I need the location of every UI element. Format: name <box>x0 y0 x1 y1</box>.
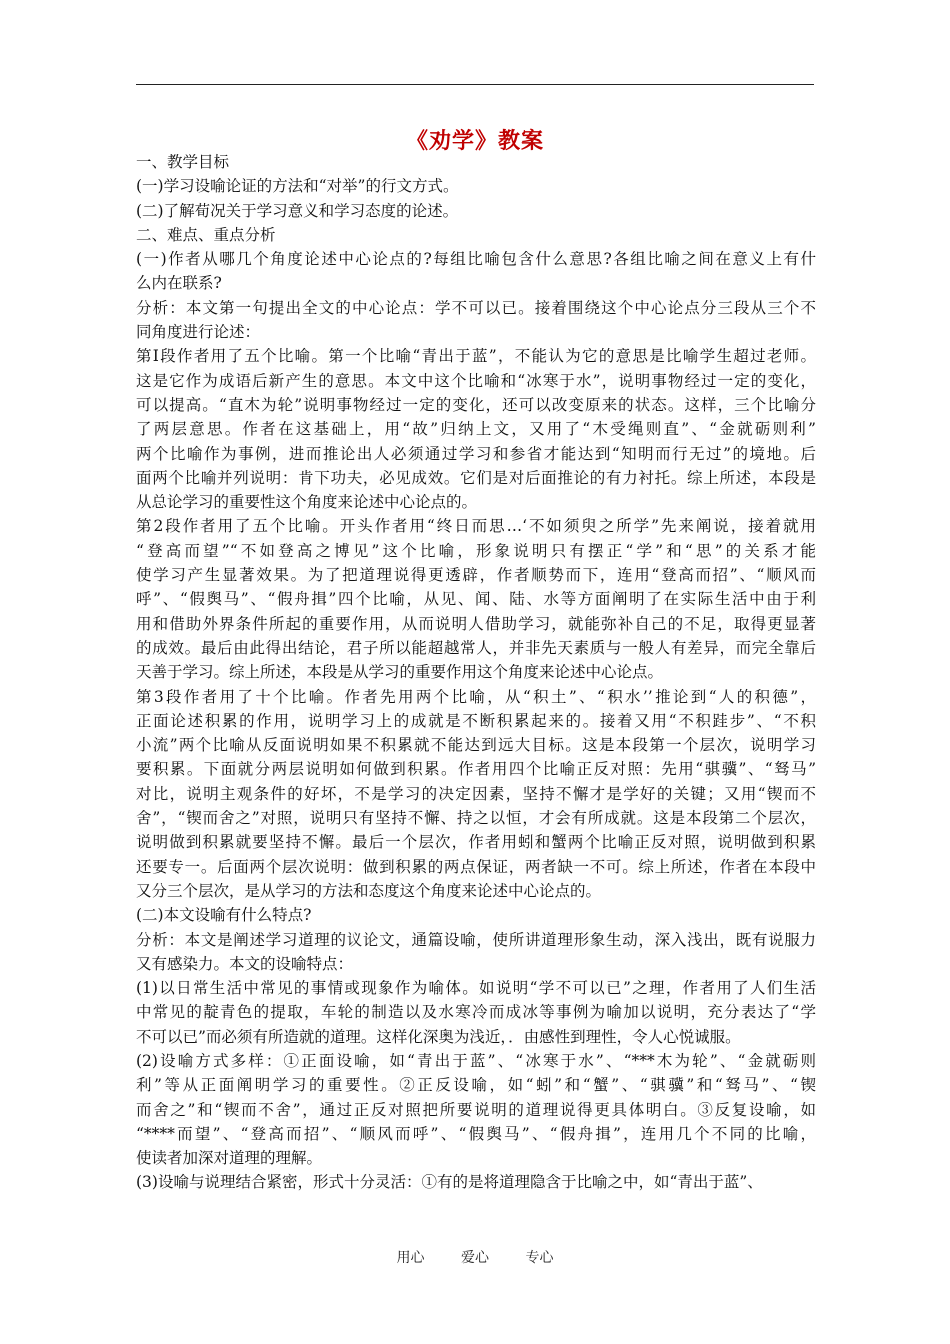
text-line: 么内在联系? <box>136 274 222 293</box>
text-line: (二)了解荀况关于学习意义和学习态度的论述。 <box>136 201 459 220</box>
text-line: 天善于学习。综上所述，本段是从学习的重要作用这个角度来论述中心论点。 <box>136 663 664 682</box>
text-line: 了两层意思。作者在这基础上，用“故”归纳上文，又用了“木受绳则直”、“金就砺则利” <box>136 420 816 439</box>
footer-word-3: 专心 <box>525 1250 554 1266</box>
header-rule <box>136 84 814 85</box>
text-line: (一)学习设喻论证的方法和“对举”的行文方式。 <box>136 177 459 196</box>
text-line: 从总论学习的重要性这个角度来论述中心论点的。 <box>136 493 478 512</box>
text-line: 又分三个层次，是从学习的方法和态度这个角度来论述中心论点的。 <box>136 881 602 900</box>
text-line: 小流”两个比喻从反面说明如果不积累就不能达到远大目标。这是本段第一个层次，说明学习 <box>136 736 816 755</box>
text-line: “****而望”、“登高而招”、“顺风而呼”、“假舆马”、“假舟揖”，连用几个不同的比喻， <box>136 1124 816 1143</box>
text-line: 第Ⅰ段作者用了五个比喻。第一个比喻“青出于蓝”，不能认为它的意思是比喻学生超过老师。 <box>136 347 816 366</box>
text-line: 第2段作者用了五个比喻。开头作者用“终日而思…‘不如须臾之所学”先来阐说，接着就用 <box>136 517 816 536</box>
text-line: 分析：本文是阐述学习道理的议论文，通篇设喻，使所讲道理形象生动，深入浅出，既有说服力 <box>136 930 816 949</box>
document-title: 《劝学》教案 <box>405 128 544 154</box>
text-line: 第3段作者用了十个比喻。作者先用两个比喻，从“积土”、“积水’’推论到“人的积德”， <box>136 687 816 706</box>
document-body <box>136 150 816 1195</box>
text-line: 使读者加深对道理的理解。 <box>136 1149 323 1168</box>
text-line: 二、难点、重点分析 <box>136 225 276 244</box>
text-line: 面两个比喻并列说明：肯下功夫，必见成效。它们是对后面推论的有力衬托。综上所述，本段是 <box>136 468 816 487</box>
text-line: 呼”、“假舆马”、“假舟揖”四个比喻，从见、闻、陆、水等方面阐明了在实际生活中由于利 <box>136 590 816 609</box>
text-line: 舍”，“锲而舍之”对照，说明只有坚持不懈、持之以恒，才会有所成就。这是本段第二个层次， <box>136 809 816 828</box>
text-line: 同角度进行论述： <box>136 323 261 342</box>
text-line: (二)本文设喻有什么特点? <box>136 906 312 925</box>
footer-word-2: 爱心 <box>461 1250 489 1266</box>
text-line: 利”等从正面阐明学习的重要性。②正反设喻，如“蚓”和“蟹”、“骐骥”和“驽马”、“锲 <box>136 1076 816 1095</box>
page-footer <box>0 1247 950 1267</box>
text-line: 用和借助外界条件所起的重要作用，从而说明人借助学习，就能弥补自己的不足，取得更显著 <box>136 614 816 633</box>
text-line: (2)设喻方式多样：①正面设喻，如“青出于蓝”、“冰寒于水”、“***木为轮”、“金就砺则 <box>136 1051 816 1070</box>
text-line: 不可以已”而必须有所造就的道理。这样化深奥为浅近，．由感性到理性，令人心悦诚服。 <box>136 1027 741 1046</box>
text-line: “登高而望”“不如登高之博见”这个比喻，形象说明只有摆正“学”和“思”的关系才能 <box>136 541 816 560</box>
footer-word-1: 用心 <box>396 1250 425 1266</box>
text-line: 两个比喻作为事例，进而推论出人必须通过学习和参省才能达到“知明而行无过”的境地。后 <box>136 444 816 463</box>
text-line: 又有感染力。本文的设喻特点： <box>136 954 354 973</box>
text-line: 的成效。最后由此得出结论，君子所以能超越常人，并非先天素质与一般人有差异，而完全靠后 <box>136 638 816 657</box>
text-line: 可以提高。“直木为轮”说明事物经过一定的变化，还可以改变原来的状态。这样，三个比喻分 <box>136 395 816 414</box>
text-line: (3)设喻与说理结合紧密，形式十分灵活：①有的是将道理隐含于比喻之中，如“青出于蓝”、 <box>136 1173 763 1192</box>
text-line: 这是它作为成语后新产生的意思。本文中这个比喻和“冰寒于水”，说明事物经过一定的变化， <box>136 371 816 390</box>
text-line: (1)以日常生活中常见的事情或现象作为喻体。如说明“学不可以已”之理，作者用了人们生活 <box>136 979 816 998</box>
text-line: 一、教学目标 <box>136 153 230 171</box>
text-line: (一)作者从哪几个角度论述中心论点的?每组比喻包含什么意思?各组比喻之间在意义上有什 <box>136 250 816 269</box>
text-line: 对比，说明主观条件的好坏，不是学习的决定因素，坚持不懈才是学好的关键；又用“锲而不 <box>136 784 816 803</box>
text-line: 正面论述积累的作用，说明学习上的成就是不断积累起来的。接着又用“不积跬步”、“不积 <box>136 711 816 730</box>
text-line: 说明做到积累就要坚持不懈。最后一个层次，作者用蚓和蟹两个比喻正反对照，说明做到积累 <box>136 833 816 852</box>
text-line: 使学习产生显著效果。为了把道理说得更透辟，作者顺势而下，连用“登高而招”、“顺风而 <box>136 566 816 585</box>
text-line: 要积累。下面就分两层说明如何做到积累。作者用四个比喻正反对照：先用“骐骥”、“驽马” <box>136 760 816 779</box>
text-line: 中常见的靛青色的提取，车轮的制造以及水寒冷而成冰等事例为喻加以说明，充分表达了“学 <box>136 1003 816 1022</box>
text-line: 还要专一。后面两个层次说明：做到积累的两点保证，两者缺一不可。综上所述，作者在本段中 <box>136 857 816 876</box>
text-line: 而舍之”和“锲而不舍”，通过正反对照把所要说明的道理说得更具体明白。③反复设喻，如 <box>136 1100 816 1119</box>
text-line: 分析：本文第一句提出全文的中心论点：学不可以已。接着围绕这个中心论点分三段从三个不 <box>136 298 816 317</box>
